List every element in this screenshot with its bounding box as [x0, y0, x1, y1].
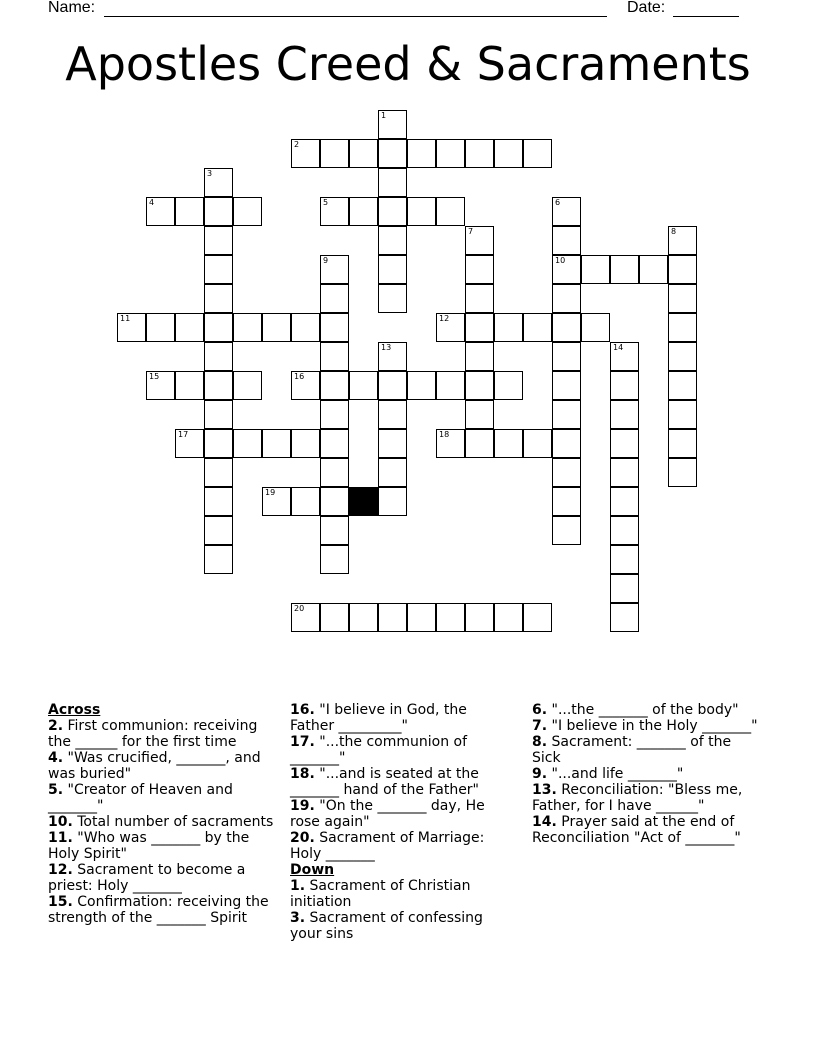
clue-item [48, 894, 276, 926]
grid-cell[interactable] [610, 342, 639, 371]
clue-item-number: 10. [48, 814, 73, 830]
grid-cell[interactable] [552, 458, 581, 487]
clue-number: 11 [120, 314, 131, 323]
grid-cell[interactable] [204, 487, 233, 516]
grid-cell[interactable] [552, 487, 581, 516]
grid-cell[interactable] [552, 255, 581, 284]
clue-item-text: First communion: receiving the ______ for the first time [48, 718, 258, 750]
clue-item [48, 814, 276, 830]
clue-item-number: 1. [290, 878, 306, 894]
clue-number: 2 [294, 140, 300, 149]
grid-cell[interactable] [378, 371, 407, 400]
grid-cell[interactable] [668, 255, 697, 284]
grid-cell[interactable] [552, 197, 581, 226]
name-label: Name: [48, 0, 96, 16]
grid-cell[interactable] [494, 429, 523, 458]
grid-cell[interactable] [204, 371, 233, 400]
clue-number: 17 [178, 430, 189, 439]
grid-cell[interactable] [320, 487, 349, 516]
grid-cell[interactable] [610, 458, 639, 487]
clue-item-number: 5. [48, 782, 64, 798]
clue-item [48, 830, 276, 862]
grid-cell[interactable] [610, 516, 639, 545]
grid-cell[interactable] [320, 371, 349, 400]
grid-cell[interactable] [349, 197, 378, 226]
across-heading: Across [48, 702, 101, 718]
grid-cell[interactable] [668, 342, 697, 371]
grid-cell[interactable] [465, 313, 494, 342]
clue-item [532, 766, 762, 782]
grid-cell[interactable] [668, 400, 697, 429]
clue-item-number: 20. [290, 830, 315, 846]
grid-cell[interactable] [407, 139, 436, 168]
clue-number: 4 [149, 198, 155, 207]
clue-item-number: 9. [532, 766, 548, 782]
date-label: Date: [627, 0, 666, 16]
grid-cell[interactable] [668, 371, 697, 400]
grid-cell[interactable] [610, 545, 639, 574]
clue-item [532, 782, 762, 814]
clue-item-text: "I believe in the Holy _______" [547, 718, 758, 734]
grid-cell[interactable] [204, 342, 233, 371]
page-title: Apostles Creed & Sacraments [65, 37, 751, 91]
clue-item-text: Sacrament to become a priest: Holy _______ [48, 862, 246, 894]
clue-item-text: "Creator of Heaven and _______" [48, 782, 233, 814]
grid-cell[interactable] [494, 371, 523, 400]
grid-cell[interactable] [581, 255, 610, 284]
grid-cell[interactable] [117, 313, 146, 342]
grid-cell[interactable] [552, 226, 581, 255]
clues-column-2 [290, 702, 500, 942]
grid-cell[interactable] [552, 371, 581, 400]
grid-cell[interactable] [436, 139, 465, 168]
grid-cell[interactable] [204, 168, 233, 197]
clue-item-text: Total number of sacraments [72, 814, 274, 830]
clue-item-number: 19. [290, 798, 315, 814]
grid-cell[interactable] [465, 603, 494, 632]
grid-cell[interactable] [407, 197, 436, 226]
clue-item [48, 782, 276, 814]
grid-cell[interactable] [233, 429, 262, 458]
clue-number: 16 [294, 372, 305, 381]
grid-cell[interactable] [610, 255, 639, 284]
clue-number: 7 [468, 227, 474, 236]
grid-cell[interactable] [610, 400, 639, 429]
grid-cell[interactable] [465, 371, 494, 400]
clue-item [48, 862, 276, 894]
clue-item-text: "Was crucified, _______, and was buried" [48, 750, 261, 782]
grid-cell[interactable] [320, 255, 349, 284]
grid-cell[interactable] [146, 197, 175, 226]
grid-cell[interactable] [523, 313, 552, 342]
grid-cell[interactable] [291, 487, 320, 516]
grid-cell[interactable] [146, 371, 175, 400]
grid-cell[interactable] [204, 226, 233, 255]
grid-cell[interactable] [436, 371, 465, 400]
grid-cell[interactable] [668, 226, 697, 255]
grid-cell[interactable] [494, 603, 523, 632]
clue-number: 1 [381, 111, 387, 120]
grid-cell[interactable] [465, 284, 494, 313]
grid-cell[interactable] [407, 371, 436, 400]
clue-item-text: "...and is seated at the _______ hand of the Father" [290, 766, 479, 798]
clue-item-text: Sacrament: _______ of the Sick [532, 734, 732, 766]
clue-item [532, 702, 762, 718]
clue-item [532, 718, 762, 734]
grid-cell[interactable] [291, 313, 320, 342]
grid-cell[interactable] [639, 255, 668, 284]
grid-cell[interactable] [320, 139, 349, 168]
clue-item-text: "Who was _______ by the Holy Spirit" [48, 830, 250, 862]
grid-cell[interactable] [552, 429, 581, 458]
grid-cell[interactable] [291, 371, 320, 400]
grid-cell[interactable] [494, 313, 523, 342]
clue-item-number: 3. [290, 910, 306, 926]
clue-item-number: 11. [48, 830, 73, 846]
clue-number: 8 [671, 227, 677, 236]
clue-item-number: 2. [48, 718, 64, 734]
grid-cell[interactable] [378, 110, 407, 139]
clue-item [290, 910, 500, 942]
grid-cell[interactable] [204, 284, 233, 313]
clues-column-1 [48, 702, 276, 926]
grid-cell[interactable] [320, 603, 349, 632]
grid-cell[interactable] [146, 313, 175, 342]
clue-number: 9 [323, 256, 329, 265]
grid-cell[interactable] [204, 313, 233, 342]
grid-cell[interactable] [291, 429, 320, 458]
clue-item [290, 878, 500, 910]
grid-cell[interactable] [204, 516, 233, 545]
clue-item-text: Sacrament of confessing your sins [290, 910, 483, 942]
clue-item [532, 814, 762, 846]
clue-item [290, 798, 500, 830]
grid-cell[interactable] [291, 139, 320, 168]
grid-cell[interactable] [320, 429, 349, 458]
grid-cell[interactable] [552, 400, 581, 429]
clue-item-text: Prayer said at the end of Reconciliation "Act of _______" [532, 814, 741, 846]
clue-item-number: 7. [532, 718, 548, 734]
clue-item-number: 4. [48, 750, 64, 766]
grid-cell[interactable] [320, 458, 349, 487]
grid-cell[interactable] [552, 313, 581, 342]
grid-cell[interactable] [233, 371, 262, 400]
clue-item-text: "...and life _______" [547, 766, 684, 782]
grid-cell[interactable] [523, 429, 552, 458]
clue-number: 20 [294, 604, 305, 613]
grid-cell[interactable] [320, 197, 349, 226]
clue-number: 14 [613, 343, 624, 352]
clue-item [290, 734, 500, 766]
grid-cell[interactable] [378, 255, 407, 284]
grid-cell[interactable] [668, 284, 697, 313]
grid-cell[interactable] [465, 342, 494, 371]
grid-cell[interactable] [204, 429, 233, 458]
grid-cell[interactable] [378, 603, 407, 632]
clue-number: 10 [555, 256, 566, 265]
grid-cell[interactable] [378, 487, 407, 516]
grid-cell[interactable] [581, 313, 610, 342]
grid-cell[interactable] [233, 197, 262, 226]
grid-cell[interactable] [552, 342, 581, 371]
clue-number: 19 [265, 488, 276, 497]
clue-number: 3 [207, 169, 213, 178]
grid-cell[interactable] [204, 400, 233, 429]
grid-cell[interactable] [204, 255, 233, 284]
grid-cell[interactable] [378, 197, 407, 226]
clue-number: 12 [439, 314, 450, 323]
clue-item-text: Sacrament of Christian initiation [290, 878, 471, 910]
clue-item-number: 8. [532, 734, 548, 750]
grid-cell[interactable] [610, 371, 639, 400]
grid-cell[interactable] [320, 313, 349, 342]
grid-cell[interactable] [436, 313, 465, 342]
clue-item-number: 18. [290, 766, 315, 782]
grid-cell[interactable] [610, 574, 639, 603]
grid-cell[interactable] [552, 516, 581, 545]
grid-cell[interactable] [378, 284, 407, 313]
grid-cell[interactable] [262, 313, 291, 342]
clue-item [290, 766, 500, 798]
grid-cell[interactable] [320, 400, 349, 429]
grid-cell[interactable] [465, 429, 494, 458]
clue-item [532, 734, 762, 766]
clue-number: 6 [555, 198, 561, 207]
grid-cell[interactable] [378, 139, 407, 168]
grid-cell[interactable] [175, 197, 204, 226]
grid-cell[interactable] [436, 603, 465, 632]
grid-cell[interactable] [204, 458, 233, 487]
grid-cell[interactable] [523, 139, 552, 168]
grid-cell[interactable] [610, 487, 639, 516]
clue-item-number: 16. [290, 702, 315, 718]
clue-number: 15 [149, 372, 160, 381]
clue-item-number: 12. [48, 862, 73, 878]
down-heading: Down [290, 862, 335, 878]
grid-cell[interactable] [378, 342, 407, 371]
clue-item-text: Confirmation: receiving the strength of the _______ Spirit [48, 894, 269, 926]
grid-cell[interactable] [465, 400, 494, 429]
clue-item [48, 718, 276, 750]
clue-item-text: Reconciliation: "Bless me, Father, for I have ______" [532, 782, 743, 814]
grid-cell[interactable] [436, 197, 465, 226]
grid-cell[interactable] [349, 603, 378, 632]
clue-number: 18 [439, 430, 450, 439]
grid-cell[interactable] [204, 545, 233, 574]
grid-cell[interactable] [610, 603, 639, 632]
black-cell [349, 487, 378, 516]
grid-cell[interactable] [378, 429, 407, 458]
grid-cell[interactable] [465, 255, 494, 284]
grid-cell[interactable] [465, 226, 494, 255]
grid-cell[interactable] [465, 139, 494, 168]
clue-item-text: Sacrament of Marriage: Holy _______ [290, 830, 485, 862]
grid-cell[interactable] [320, 342, 349, 371]
grid-cell[interactable] [262, 429, 291, 458]
clue-item-number: 15. [48, 894, 73, 910]
grid-cell[interactable] [175, 371, 204, 400]
clue-item [290, 830, 500, 862]
grid-cell[interactable] [378, 226, 407, 255]
grid-cell[interactable] [552, 284, 581, 313]
grid-cell[interactable] [494, 139, 523, 168]
grid-cell[interactable] [668, 313, 697, 342]
clue-item-number: 13. [532, 782, 557, 798]
clue-item [48, 750, 276, 782]
grid-cell[interactable] [378, 458, 407, 487]
grid-cell[interactable] [262, 487, 291, 516]
grid-cell[interactable] [233, 313, 262, 342]
grid-cell[interactable] [320, 284, 349, 313]
grid-cell[interactable] [204, 197, 233, 226]
grid-cell[interactable] [523, 603, 552, 632]
clue-number: 13 [381, 343, 392, 352]
clues-column-3 [532, 702, 762, 846]
clue-number: 5 [323, 198, 329, 207]
clue-item-text: "On the _______ day, He rose again" [290, 798, 485, 830]
grid-cell[interactable] [175, 313, 204, 342]
clue-item-text: "...the _______ of the body" [547, 702, 739, 718]
grid-cell[interactable] [668, 458, 697, 487]
grid-cell[interactable] [320, 545, 349, 574]
clue-item-number: 17. [290, 734, 315, 750]
grid-cell[interactable] [349, 371, 378, 400]
grid-cell[interactable] [436, 429, 465, 458]
clue-item-number: 6. [532, 702, 548, 718]
grid-cell[interactable] [320, 516, 349, 545]
grid-cell[interactable] [407, 603, 436, 632]
clue-item-text: "...the communion of _______" [290, 734, 468, 766]
grid-cell[interactable] [378, 400, 407, 429]
grid-cell[interactable] [175, 429, 204, 458]
grid-cell[interactable] [349, 139, 378, 168]
grid-cell[interactable] [610, 429, 639, 458]
clue-item [290, 702, 500, 734]
grid-cell[interactable] [378, 168, 407, 197]
grid-cell[interactable] [668, 429, 697, 458]
clue-item-text: "I believe in God, the Father _________" [290, 702, 467, 734]
clue-item-number: 14. [532, 814, 557, 830]
grid-cell[interactable] [291, 603, 320, 632]
